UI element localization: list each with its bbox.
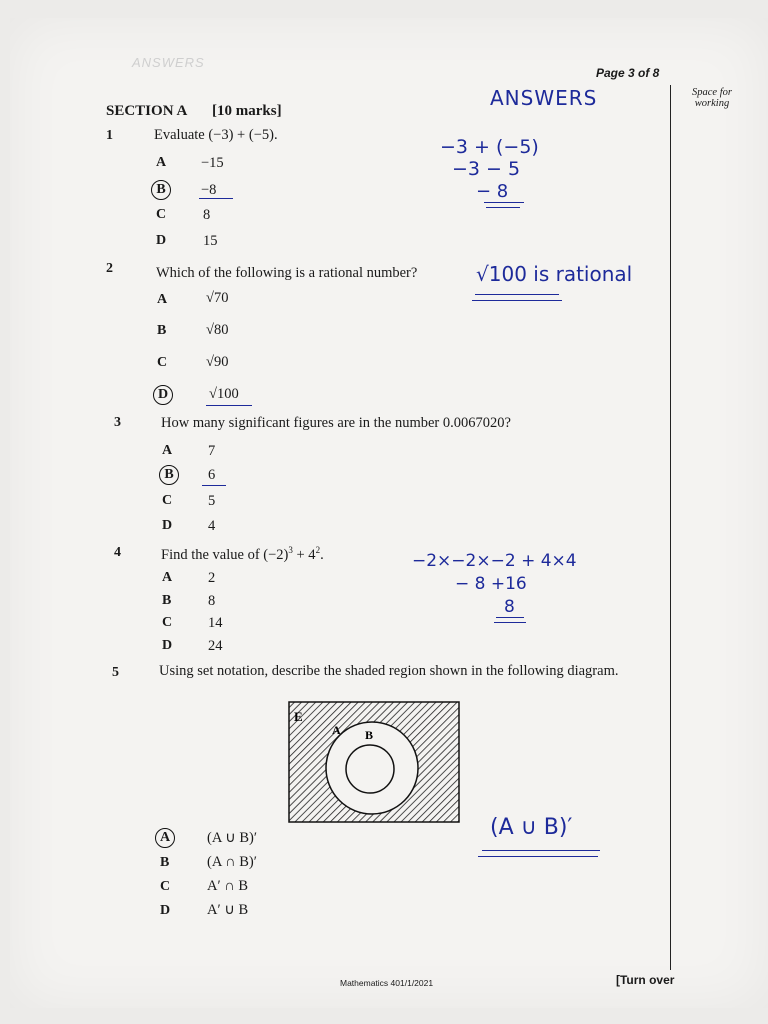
q1-option-label-selected[interactable] — [151, 180, 171, 200]
space-for-working-line2: working — [694, 98, 730, 109]
q3-option-value: 4 — [208, 518, 216, 534]
q3-option-value: 5 — [208, 493, 216, 509]
exam-sheet — [10, 18, 768, 1008]
venn-label-e: E — [294, 709, 303, 724]
question-1-number: 1 — [106, 128, 113, 143]
answer-circle: D — [153, 385, 173, 405]
answer-underline — [199, 198, 233, 199]
q5-option-label-selected[interactable] — [155, 828, 175, 848]
q1-option-value: −8 — [201, 182, 217, 198]
q4-text-suffix: . — [320, 546, 324, 563]
q2-option-label: A — [157, 292, 168, 307]
q1-option-label: A — [156, 155, 167, 170]
q4-option-value: 24 — [208, 638, 223, 654]
q4-exponent-1: 3 — [288, 545, 293, 555]
q4-text-prefix: Find the value of (−2) — [161, 546, 289, 563]
q5-option-value: (A ∩ B)′ — [207, 854, 257, 870]
q1-option-value: 8 — [203, 207, 211, 223]
space-for-working-label — [684, 87, 740, 109]
q5-working-underline — [482, 850, 600, 851]
question-3-text: How many significant figures are in the number 0.0067020? — [161, 415, 511, 431]
q4-working-line2: − 8 +16 — [455, 574, 527, 594]
q1-option-value: −15 — [201, 155, 224, 171]
question-5-number: 5 — [112, 665, 119, 680]
question-2-text: Which of the following is a rational number? — [156, 265, 418, 281]
q3-option-label-selected[interactable] — [159, 465, 179, 485]
venn-diagram — [288, 701, 460, 823]
q4-working-underline2 — [494, 622, 526, 623]
answer-circle: B — [151, 180, 171, 200]
footer-turn-over: [Turn over — [616, 973, 675, 987]
q4-option-label: C — [162, 615, 173, 630]
q4-text-mid: + 4 — [292, 546, 316, 563]
q4-option-label: D — [162, 638, 173, 653]
q5-option-label: B — [160, 855, 170, 870]
q2-option-label: B — [157, 323, 167, 338]
q1-option-label: D — [156, 233, 167, 248]
q5-working: (A ∪ B)′ — [490, 815, 573, 840]
venn-label-b: B — [365, 728, 374, 742]
q1-working-underline — [484, 202, 524, 203]
q5-option-value: A′ ∩ B — [207, 878, 249, 894]
question-2-number: 2 — [106, 261, 113, 276]
q5-option-value: (A ∪ B)′ — [207, 830, 258, 846]
q4-working-line1: −2×−2×−2 + 4×4 — [412, 551, 577, 571]
q4-option-value: 8 — [208, 593, 216, 609]
q2-option-value: √80 — [206, 322, 229, 338]
q2-option-value: √90 — [206, 354, 229, 370]
footer-course: Mathematics 401/1/2021 — [340, 978, 434, 988]
q1-option-label: C — [156, 207, 167, 222]
q2-working: √100 is rational — [476, 262, 633, 286]
q1-working-line1: −3 + (−5) — [440, 136, 539, 158]
page-number: Page 3 of 8 — [596, 66, 660, 80]
section-title: SECTION A — [106, 103, 188, 119]
q4-working-underline — [496, 617, 524, 618]
q2-working-underline — [475, 294, 559, 295]
question-1-text: Evaluate (−3) + (−5). — [154, 127, 278, 143]
answer-circle: A — [155, 828, 175, 848]
q5-option-label: D — [160, 903, 171, 918]
q4-option-label: A — [162, 570, 173, 585]
q4-option-value: 14 — [208, 615, 223, 631]
question-4-number: 4 — [114, 545, 121, 560]
q4-exponent-2: 2 — [315, 545, 321, 555]
question-4-text — [161, 545, 324, 564]
handwritten-heading: ANSWERS — [490, 86, 598, 110]
q4-option-label: B — [162, 593, 172, 608]
q2-option-label: C — [157, 355, 168, 370]
venn-label-a: A — [332, 723, 341, 737]
answer-underline — [206, 405, 252, 406]
q1-working-line2: −3 − 5 — [452, 158, 521, 180]
q2-option-label-selected[interactable] — [153, 385, 173, 405]
space-for-working-line1: Space for — [692, 87, 732, 98]
q1-option-value: 15 — [203, 233, 218, 249]
margin-rule — [670, 85, 671, 970]
q3-option-label: D — [162, 518, 173, 533]
q3-option-value: 6 — [208, 467, 216, 483]
set-b-circle — [346, 745, 394, 793]
q3-option-label: C — [162, 493, 173, 508]
q1-working-line3: − 8 — [476, 181, 509, 202]
q4-working-line3: 8 — [504, 597, 515, 617]
question-5-text: Using set notation, describe the shaded region shown in the following diagram. — [159, 663, 619, 679]
q3-option-label: A — [162, 443, 173, 458]
q3-option-value: 7 — [208, 443, 216, 459]
q2-option-value: √70 — [206, 290, 229, 306]
q5-working-underline2 — [478, 856, 598, 857]
q1-working-underline2 — [486, 207, 520, 208]
answer-circle: B — [159, 465, 179, 485]
q5-option-value: A′ ∪ B — [207, 902, 249, 918]
q4-option-value: 2 — [208, 570, 216, 586]
section-marks: [10 marks] — [212, 103, 282, 119]
q2-working-underline2 — [472, 300, 562, 301]
answer-underline — [202, 485, 226, 486]
q2-option-value: √100 — [209, 386, 239, 402]
faint-stamp: ANSWERS — [132, 55, 205, 70]
q5-option-label: C — [160, 879, 171, 894]
question-3-number: 3 — [114, 415, 121, 430]
